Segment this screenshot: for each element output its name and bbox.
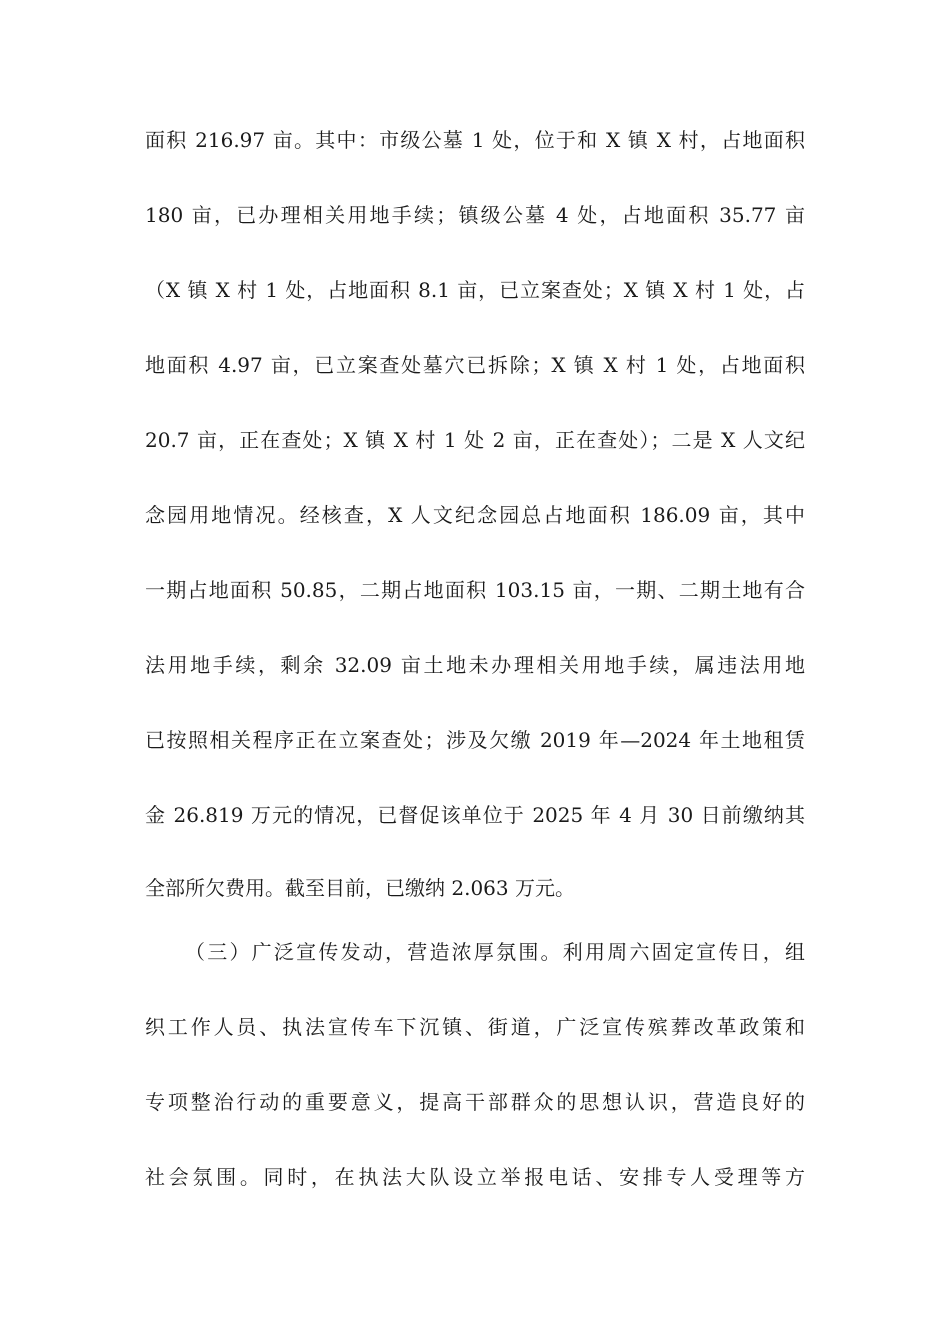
- text-line: 念园用地情况。经核查，X 人文纪念园总占地面积 186.09 亩，其中: [145, 503, 805, 527]
- text-line: 法用地手续，剩余 32.09 亩土地未办理相关用地手续，属违法用地: [145, 653, 805, 677]
- text-line: 社会氛围。同时，在执法大队设立举报电话、安排专人受理等方: [145, 1165, 805, 1189]
- text-line: 地面积 4.97 亩，已立案查处墓穴已拆除；X 镇 X 村 1 处，占地面积: [145, 353, 805, 377]
- text-line: 20.7 亩，正在查处；X 镇 X 村 1 处 2 亩，正在查处）；二是 X 人文纪: [145, 428, 805, 452]
- text-line: 面积 216.97 亩。其中：市级公墓 1 处，位于和 X 镇 X 村，占地面积: [145, 128, 805, 152]
- text-line: 金 26.819 万元的情况，已督促该单位于 2025 年 4 月 30 日前缴纳其: [145, 803, 805, 827]
- text-line: （X 镇 X 村 1 处，占地面积 8.1 亩，已立案查处；X 镇 X 村 1 处，占: [145, 278, 805, 302]
- text-line: 180 亩，已办理相关用地手续；镇级公墓 4 处，占地面积 35.77 亩: [145, 203, 805, 227]
- text-line: 全部所欠费用。截至目前，已缴纳 2.063 万元。: [145, 876, 575, 900]
- text-line: 已按照相关程序正在立案查处；涉及欠缴 2019 年—2024 年土地租赁: [145, 728, 805, 752]
- section-heading-line: （三）广泛宣传发动，营造浓厚氛围。利用周六固定宣传日，组: [185, 940, 805, 964]
- text-line: 织工作人员、执法宣传车下沉镇、街道，广泛宣传殡葬改革政策和: [145, 1015, 805, 1039]
- text-line: 专项整治行动的重要意义，提高干部群众的思想认识，营造良好的: [145, 1090, 805, 1114]
- text-line: 一期占地面积 50.85，二期占地面积 103.15 亩，一期、二期土地有合: [145, 578, 805, 602]
